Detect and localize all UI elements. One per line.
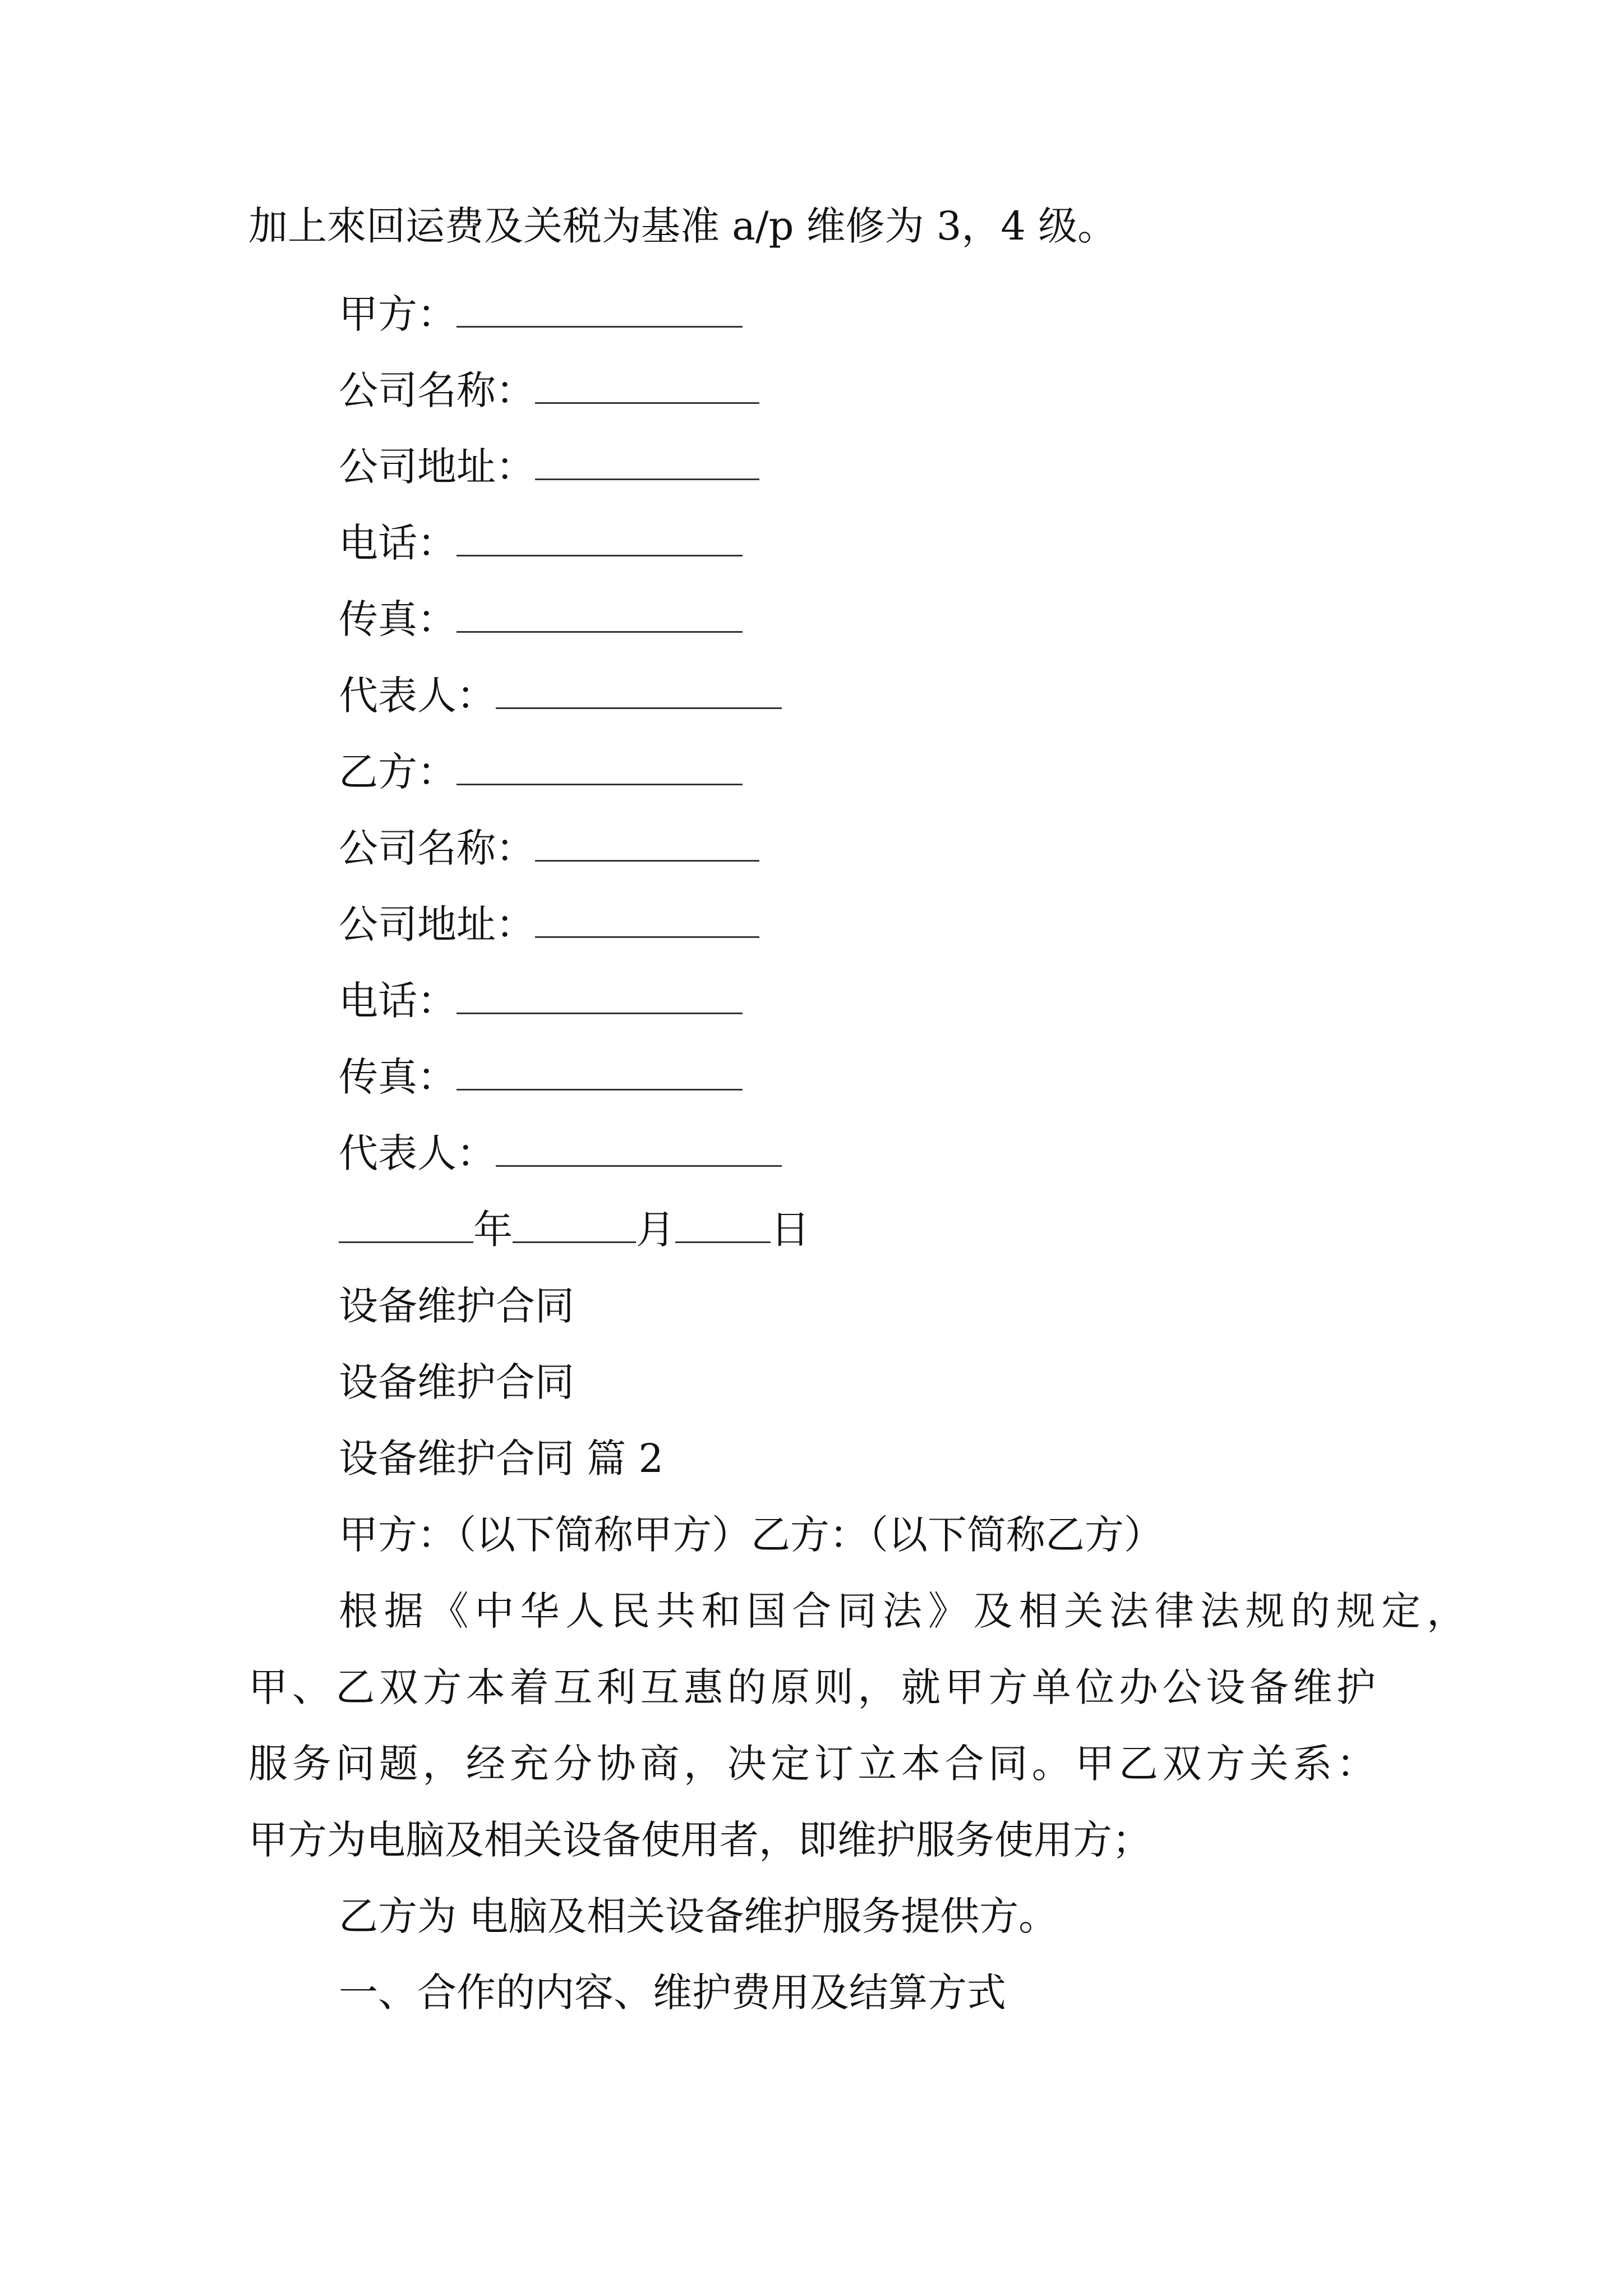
party-b-blank <box>457 748 743 785</box>
fax-b-line <box>339 1050 743 1104</box>
representative-a-blank <box>496 671 782 709</box>
body-line-1: 加上來回运费及关税为基准 a/p 维修为 3，4 级。 <box>248 203 1117 249</box>
section-title-3: 设备维护合同 篇 2 <box>339 1435 664 1481</box>
fax-b-blank <box>457 1053 743 1091</box>
fax-a-line <box>339 592 743 646</box>
paragraph-line-2: 甲、乙双方本着互利互惠的原则，就甲方单位办公设备维护 <box>248 1664 1376 1710</box>
phone-a-blank <box>457 519 743 556</box>
date-line <box>339 1203 810 1257</box>
company-address-a-line <box>339 440 759 494</box>
phone-a-label: 电话： <box>339 520 457 566</box>
fax-a-blank <box>457 595 743 633</box>
date-year-label: 年 <box>473 1207 513 1253</box>
phone-b-blank <box>457 977 743 1014</box>
company-address-b-line <box>339 898 759 951</box>
party-b-label: 乙方： <box>339 749 457 795</box>
phone-a-line <box>339 516 743 570</box>
representative-a-label: 代表人： <box>339 673 496 719</box>
company-name-b-label: 公司名称： <box>339 825 535 871</box>
representative-a-line <box>339 669 782 723</box>
party-a-label: 甲方： <box>339 291 457 337</box>
party-a-label-line <box>339 287 743 341</box>
date-year-blank <box>339 1205 473 1243</box>
section-title-1: 设备维护合同 <box>339 1283 574 1329</box>
date-month-blank <box>513 1205 636 1243</box>
representative-b-blank <box>496 1129 782 1167</box>
phone-b-label: 电话： <box>339 978 457 1024</box>
party-b-label-line <box>339 745 743 799</box>
fax-b-label: 传真： <box>339 1054 457 1100</box>
date-day-label: 日 <box>771 1207 810 1253</box>
phone-b-line <box>339 974 743 1028</box>
date-month-label: 月 <box>636 1207 675 1253</box>
section-heading: 一、合作的内容、维护费用及结算方式 <box>339 1970 1006 2016</box>
paragraph-line-3: 服务问题，经充分协商，决定订立本合同。甲乙双方关系： <box>248 1741 1376 1787</box>
company-name-b-blank <box>535 824 759 862</box>
company-name-a-blank <box>535 366 759 404</box>
company-address-a-label: 公司地址： <box>339 444 535 490</box>
paragraph-line-5: 乙方为 电脑及相关设备维护服务提供方。 <box>339 1893 1058 1939</box>
company-address-b-label: 公司地址： <box>339 901 535 947</box>
company-name-a-label: 公司名称： <box>339 367 535 413</box>
paragraph-line-1: 根据《中华人民共和国合同法》及相关法律法规的规定， <box>339 1588 1466 1634</box>
representative-b-label: 代表人： <box>339 1130 496 1176</box>
fax-a-label: 传真： <box>339 596 457 642</box>
section-title-2: 设备维护合同 <box>339 1359 574 1405</box>
party-definitions: 甲方：（以下简称甲方）乙方：（以下简称乙方） <box>339 1512 1163 1558</box>
paragraph-line-4: 甲方为电脑及相关设备使用者，即维护服务使用方； <box>248 1817 1151 1863</box>
company-address-b-blank <box>535 900 759 938</box>
party-a-blank <box>457 290 743 328</box>
representative-b-line <box>339 1126 782 1180</box>
company-name-a-line <box>339 364 759 417</box>
company-address-a-blank <box>535 443 759 480</box>
date-day-blank <box>675 1205 771 1243</box>
company-name-b-line <box>339 821 759 875</box>
